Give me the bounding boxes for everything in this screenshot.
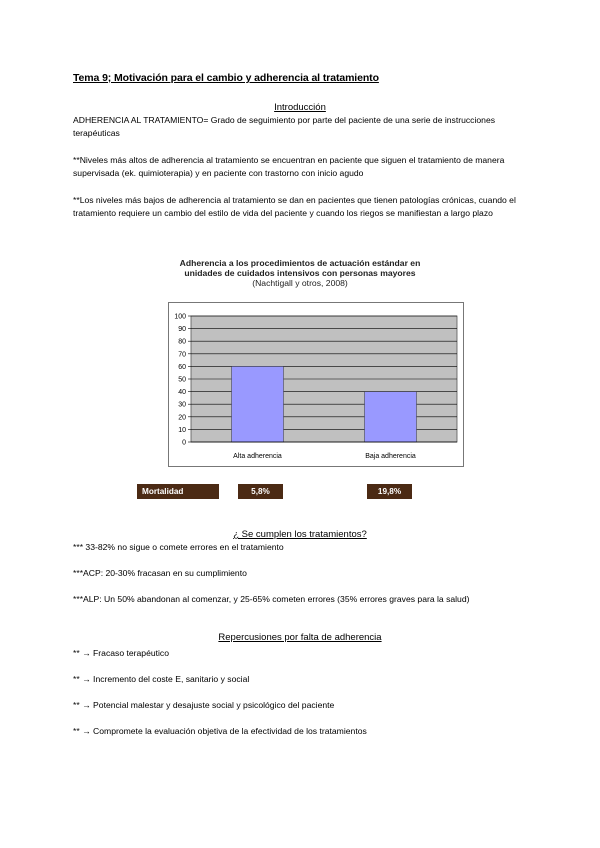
repercussion-item-cost: ** → Incremento del coste E, sanitario y social [73, 674, 250, 684]
y-tick-label: 10 [178, 426, 186, 434]
document-title: Tema 9; Motivación para el cambio y adherencia al tratamiento [73, 72, 379, 84]
repercussions-heading: Repercusiones por falta de adherencia [218, 632, 382, 643]
intro-paragraph-definition: ADHERENCIA AL TRATAMIENTO= Grado de seguimiento por parte del paciente de una serie de instrucciones terapéuticas [73, 115, 496, 138]
compliance-heading: ¿ Se cumplen los tratamientos? [233, 529, 367, 540]
y-tick-label: 20 [178, 414, 186, 422]
intro-heading: Introducción [274, 102, 326, 113]
chart-subtitle: (Nachtigall y otros, 2008) [252, 278, 348, 288]
y-tick-label: 50 [178, 376, 186, 384]
x-category-label: Alta adherencia [233, 453, 282, 460]
intro-paragraph-low-adherence: **Los niveles más bajos de adherencia al tratamiento se dan en pacientes que tienen patologías crónicas, cuando el tratamiento requiere un cambio del estilo de vida del paciente y cuando los riegos se manifiestan a largo plazo [73, 195, 516, 218]
y-tick-label: 70 [178, 351, 186, 359]
mortality-label: Mortalidad [137, 484, 219, 499]
x-category-label: Baja adherencia [365, 453, 416, 460]
chart-title: Adherencia a los procedimientos de actuación estándar en unidades de cuidados intensivos con personas mayores [179, 258, 421, 278]
repercussion-item-therapeutic-failure: ** → Fracaso terapéutico [73, 648, 170, 658]
y-tick-label: 90 [178, 326, 186, 334]
y-tick-label: 60 [178, 363, 186, 371]
bar-chart [169, 303, 463, 466]
bar [232, 366, 284, 442]
repercussion-item-discomfort: ** → Potencial malestar y desajuste social y psicológico del paciente [73, 700, 335, 710]
y-tick-label: 100 [174, 313, 186, 321]
y-tick-label: 80 [178, 338, 186, 346]
intro-paragraph-high-adherence: **Niveles más altos de adherencia al tratamiento se encuentran en paciente que siguen el tratamiento de manera supervisada (ek. quimioterapia) y en paciente con trastorno con inicio agudo [73, 155, 505, 178]
chart-title-block [160, 258, 440, 288]
y-tick-label: 30 [178, 401, 186, 409]
chart-frame [168, 302, 464, 467]
compliance-item-general: *** 33-82% no sigue o comete errores en el tratamiento [73, 542, 284, 552]
mortality-value-high: 5,8% [238, 484, 283, 499]
y-tick-label: 40 [178, 389, 186, 397]
compliance-item-alp: ***ALP: Un 50% abandonan al comenzar, y 25-65% cometen errores (35% errores graves para la salud) [73, 594, 470, 604]
repercussion-item-evaluation: ** → Compromete la evaluación objetiva de la efectividad de los tratamientos [73, 726, 367, 736]
y-tick-label: 0 [182, 439, 186, 447]
compliance-item-acp: ***ACP: 20-30% fracasan en su cumplimiento [73, 568, 247, 578]
mortality-value-low: 19,8% [367, 484, 412, 499]
bar [365, 392, 417, 442]
